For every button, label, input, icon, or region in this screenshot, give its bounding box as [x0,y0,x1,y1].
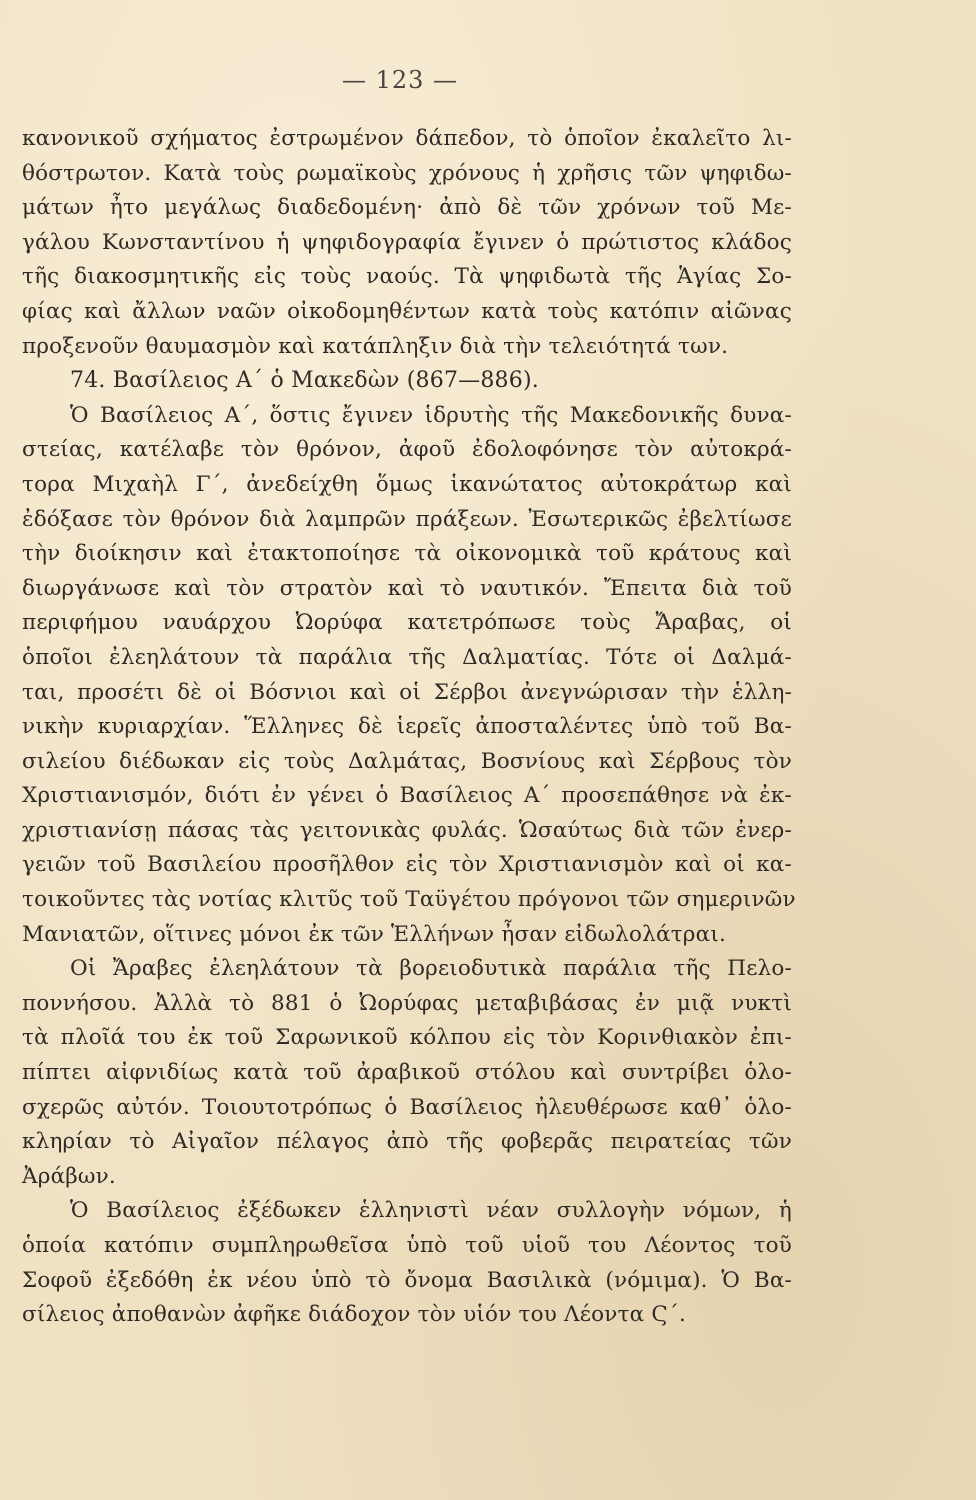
text-line: φίας καὶ ἄλλων ναῶν οἰκοδομηθέντων κατὰ τοὺς κατόπιν αἰῶνας [22,298,792,324]
text-line: Ὁ Βασίλειος Α΄, ὅστις ἔγινεν ἱδρυτὴς τῆς Μακεδονικῆς δυνα- [70,402,792,428]
text-line: Χριστιανισμόν, διότι ἐν γένει ὁ Βασίλειος Α΄ προσεπάθησε νὰ ἐκ- [22,783,792,809]
section-heading: 74. Βασίλειος Α΄ ὁ Μακεδὼν (867—886). [70,368,539,394]
text-line: Ὁ Βασίλειος ἐξέδωκεν ἑλληνιστὶ νέαν συλλογὴν νόμων, ἡ [70,1198,792,1224]
text-line: ται, προσέτι δὲ οἱ Βόσνιοι καὶ οἱ Σέρβοι ἀνεγνώρισαν τὴν ἑλλη- [22,679,792,705]
text-line: τὴν διοίκησιν καὶ ἐτακτοποίησε τὰ οἰκονομικὰ τοῦ κράτους καὶ [22,541,792,567]
text-line: χριστιανίσῃ πάσας τὰς γειτονικὰς φυλάς. Ὡσαύτως διὰ τῶν ἐνερ- [22,817,792,843]
text-line: ἐδόξασε τὸν θρόνον διὰ λαμπρῶν πράξεων. Ἐσωτερικῶς ἐβελτίωσε [22,506,792,532]
text-line: σίλειος ἀποθανὼν ἀφῆκε διάδοχον τὸν υἱόν του Λέοντα Ϛ΄. [22,1302,686,1328]
text-line: γάλου Κωνσταντίνου ἡ ψηφιδογραφία ἔγινεν ὁ πρώτιστος κλάδος [22,229,792,255]
text-line: γειῶν τοῦ Βασιλείου προσῆλθον εἰς τὸν Χριστιανισμὸν καὶ οἱ κα- [22,852,792,878]
text-line: περιφήμου ναυάρχου Ὠορύφα κατετρόπωσε τοὺς Ἄραβας, οἱ [22,610,792,636]
text-line: Σοφοῦ ἐξεδόθη ἐκ νέου ὑπὸ τὸ ὄνομα Βασιλικὰ (νόμιμα). Ὁ Βα- [22,1267,792,1293]
text-line: θόστρωτον. Κατὰ τοὺς ρωμαϊκοὺς χρόνους ἡ χρῆσις τῶν ψηφιδω- [22,160,792,186]
page-number: — 123 — [341,66,459,94]
text-line: μάτων ἦτο μεγάλως διαδεδομένη· ἀπὸ δὲ τῶν χρόνων τοῦ Με- [22,195,792,221]
text-line: διωργάνωσε καὶ τὸν στρατὸν καὶ τὸ ναυτικόν. Ἔπειτα διὰ τοῦ [22,575,792,601]
body-text [22,122,796,1333]
text-line: τορα Μιχαὴλ Γ΄, ἀνεδείχθη ὅμως ἱκανώτατος αὐτοκράτωρ καὶ [22,471,792,497]
text-line: ὁποῖοι ἐλεηλάτουν τὰ παράλια τῆς Δαλματίας. Τότε οἱ Δαλμά- [22,644,792,670]
text-line: σιλείου διέδωκαν εἰς τοὺς Δαλμάτας, Βοσνίους καὶ Σέρβους τὸν [22,748,792,774]
text-line: νικὴν κυριαρχίαν. Ἕλληνες δὲ ἱερεῖς ἀποσταλέντες ὑπὸ τοῦ Βα- [22,714,792,740]
text-line: στείας, κατέλαβε τὸν θρόνον, ἀφοῦ ἐδολοφόνησε τὸν αὐτοκρά- [22,437,792,463]
text-line: ὁποία κατόπιν συμπληρωθεῖσα ὑπὸ τοῦ υἱοῦ του Λέοντος τοῦ [22,1233,792,1258]
text-line: πίπτει αἰφνιδίως κατὰ τοῦ ἀραβικοῦ στόλου καὶ συντρίβει ὁλο- [22,1060,792,1086]
text-line: προξενοῦν θαυμασμὸν καὶ κατάπληξιν διὰ τὴν τελειότητά των. [22,333,729,359]
text-line: τοικοῦντες τὰς νοτίας κλιτῦς τοῦ Ταϋγέτου πρόγονοι τῶν σημερινῶν [22,887,796,913]
text-line: τῆς διακοσμητικῆς εἰς τοὺς ναούς. Τὰ ψηφιδωτὰ τῆς Ἁγίας Σο- [22,264,792,290]
text-line: τὰ πλοῖά του ἐκ τοῦ Σαρωνικοῦ κόλπου εἰς τὸν Κορινθιακὸν ἐπι- [22,1025,792,1051]
text-line: ποννήσου. Ἀλλὰ τὸ 881 ὁ Ὠορύφας μεταβιβάσας ἐν μιᾷ νυκτὶ [22,990,792,1016]
text-line: κληρίαν τὸ Αἰγαῖον πέλαγος ἀπὸ τῆς φοβερᾶς πειρατείας τῶν [22,1129,792,1155]
text-line: σχερῶς αὐτόν. Τοιουτοτρόπως ὁ Βασίλειος ἠλευθέρωσε καθ᾿ ὁλο- [22,1094,792,1120]
text-line: Οἱ Ἄραβες ἐλεηλάτουν τὰ βορειοδυτικὰ παράλια τῆς Πελο- [70,956,792,982]
text-line: Ἀράβων. [22,1163,116,1189]
text-line: κανονικοῦ σχήματος ἐστρωμένον δάπεδον, τὸ ὁποῖον ἐκαλεῖτο λι- [22,126,792,151]
text-line: Μανιατῶν, οἵτινες μόνοι ἐκ τῶν Ἑλλήνων ἦσαν εἰδωλολάτραι. [22,921,727,947]
